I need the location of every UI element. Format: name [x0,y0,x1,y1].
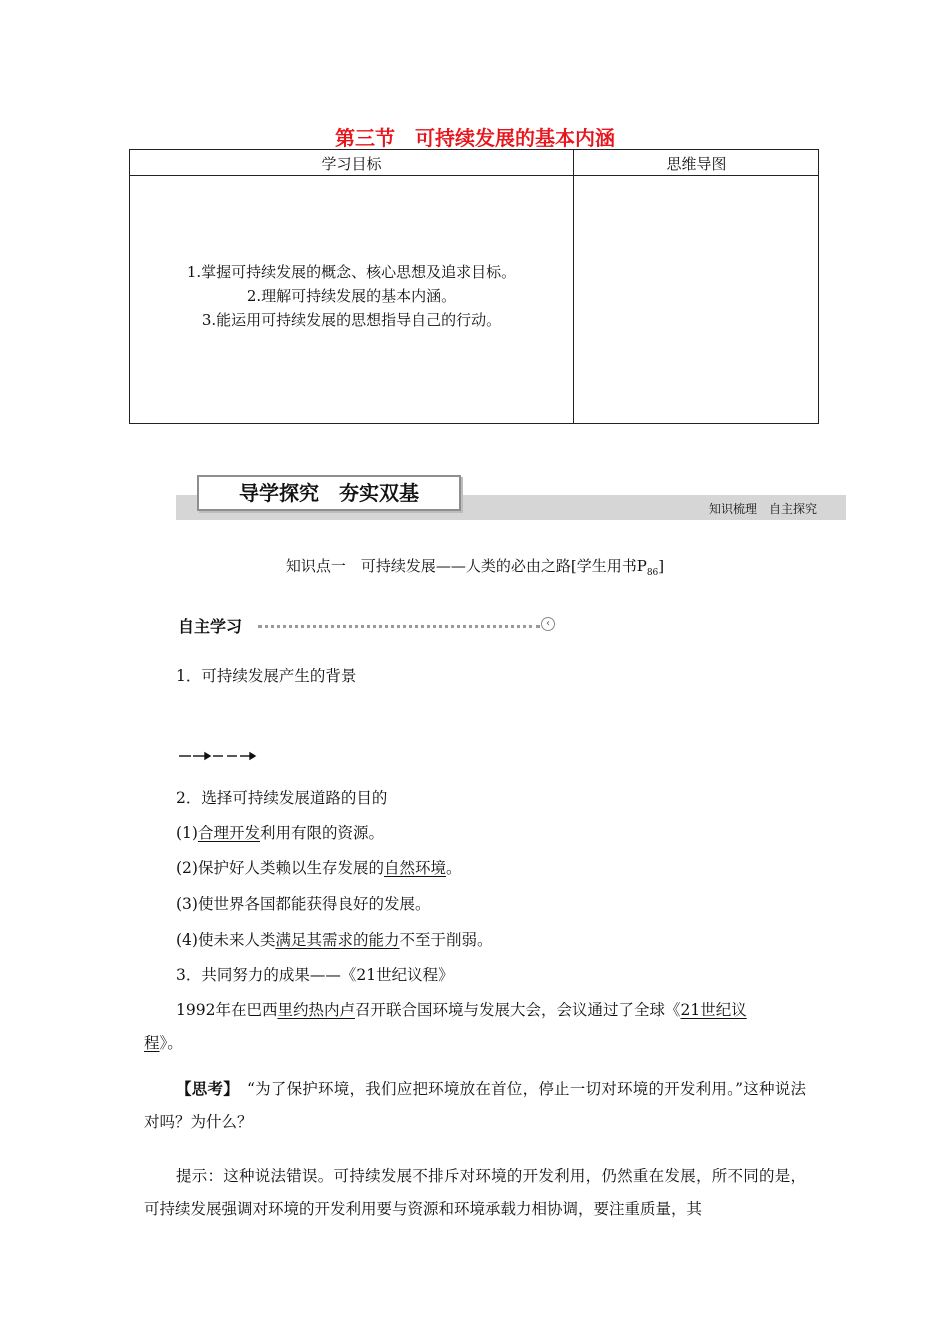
page-title: 第三节 可持续发展的基本内涵 [335,126,615,150]
self-study-label: 自主学习 [178,617,243,636]
text: (4)使未来人类 [176,931,276,949]
underlined-answer: 合理开发 [197,824,260,842]
item-background: 1．可持续发展产生的背景 [176,667,357,685]
item-purpose: 2．选择可持续发展道路的目的 [176,789,388,807]
text: (1) [176,824,198,842]
purpose-2 [176,856,462,878]
arrow-chain-icon [178,747,258,765]
underlined-answer: 里约热内卢 [277,1001,355,1019]
dotted-divider [258,625,540,628]
underlined-answer: 程 [144,1034,160,1052]
page-number: 86 [646,568,659,578]
item-agenda21: 3．共同努力的成果——《21世纪议程》 [176,966,454,984]
goal-item: 1.掌握可持续发展的概念、核心思想及追求目标。 [186,263,517,281]
underlined-answer: 自然环境 [383,859,446,877]
think-question [144,1072,806,1139]
knowledge-point-heading [0,555,950,578]
purpose-4 [176,928,493,950]
text: 利用有限的资源。 [259,824,384,842]
text: 召开联合国环境与发展大会，会议通过了全球《 [354,1001,681,1019]
text: 不至于削弱。 [399,931,493,949]
purpose-1 [176,821,384,843]
goal-item: 2.理解可持续发展的基本内涵。 [246,287,457,305]
think-text: “为了保护环境，我们应把环境放在首位，停止一切对环境的开发利用。”这种说法对吗？为什么？ [144,1080,806,1131]
knowledge-point-text: 知识点一 可持续发展——人类的必由之路[学生用书P [285,557,647,575]
paragraph-agenda21 [144,994,806,1060]
text: 》。 [159,1034,183,1052]
header-learning-goals: 学习目标 [321,155,382,173]
underlined-answer: 满足其需求的能力 [275,931,400,949]
think-label: 【思考】 [176,1079,232,1098]
text: 。 [445,859,462,877]
underlined-answer: 21世纪议 [680,1001,747,1019]
purpose-3: (3)使世界各国都能获得良好的发展。 [176,895,431,913]
hint-paragraph: 提示：这种说法错误。可持续发展不排斥对环境的开发利用，仍然重在发展，所不同的是，可持续发展强调对环境的开发利用要与资源和环境承载力相协调，要注重质量，其 [144,1167,806,1218]
text: 1992年在巴西 [176,1001,278,1019]
goals-list [130,260,573,332]
chevron-left-icon: ‹ [541,617,555,631]
text: (2)保护好人类赖以生存发展的 [176,859,384,877]
section-banner-subtitle: 知识梳理 自主探究 [709,502,818,516]
learning-goals-table [129,149,819,424]
table-divider [573,150,574,423]
goal-item: 3.能运用可持续发展的思想指导自己的行动。 [201,311,502,329]
section-banner-title: 导学探究 夯实双基 [197,475,461,511]
bracket-close: ] [658,557,665,575]
header-mind-map: 思维导图 [666,155,727,173]
